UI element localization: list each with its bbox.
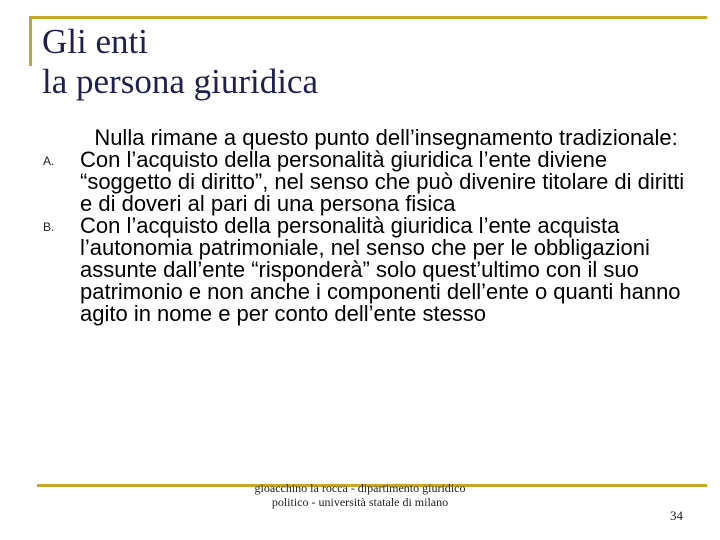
list-marker-a: A.: [43, 154, 55, 168]
slide-body: [32, 127, 692, 325]
list-item-a: [32, 149, 692, 215]
item-list: [32, 149, 692, 325]
slide-title: [42, 22, 318, 102]
list-marker-b: B.: [43, 220, 55, 234]
intro-paragraph: Nulla rimane a questo punto dell’insegnamento tradizionale:: [94, 125, 678, 150]
list-item-text-a: Con l’acquisto della personalità giuridica l’ente diviene “soggetto di diritto”, nel senso che può divenire titolare di diritti e di doveri al pari di una persona fisica: [80, 147, 685, 216]
list-item-text-b: Con l’acquisto della personalità giuridica l’ente acquista l’autonomia patrimoniale, nel senso che per le obbligazioni assunte dall’ente “risponderà” solo quest’ultimo con il suo patrimonio e non anche i componenti dell’ente o quanti hanno agito in nome e per conto dell’ente stesso: [80, 213, 681, 326]
title-frame-top-rule: [29, 16, 707, 19]
slide-title-line-1: Gli enti: [42, 22, 148, 61]
page-number: 34: [670, 508, 683, 523]
slide-title-line-2: la persona giuridica: [42, 62, 319, 101]
title-frame-left-rule: [29, 16, 32, 66]
list-item-b: [32, 215, 692, 325]
footer-text: gioacchino la rocca - dipartimento giuridico politico - università statale di milano: [254, 481, 466, 509]
